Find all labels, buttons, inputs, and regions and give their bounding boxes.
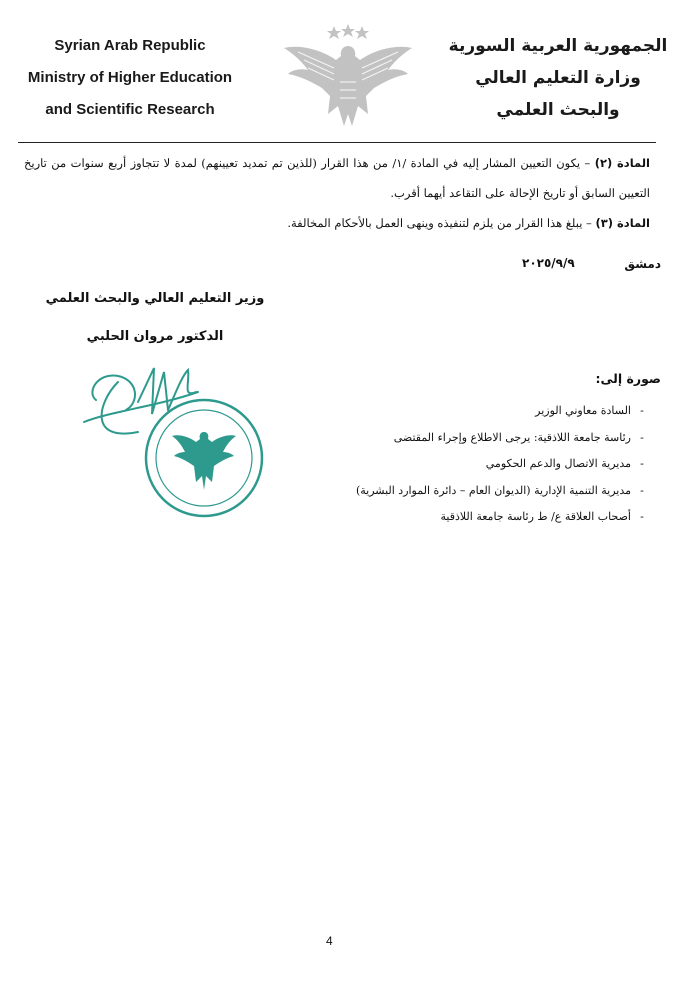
article-3 [24, 208, 650, 238]
document-date: ٢٠٢٥/٩/٩ [522, 256, 575, 270]
list-item: -مديرية الاتصال والدعم الحكومي [485, 457, 644, 470]
article-3-label: المادة (٣) [595, 216, 650, 230]
header-en-line-3: and Scientific Research [45, 101, 215, 118]
header-divider [18, 142, 656, 143]
article-2-label: المادة (٢) [594, 156, 650, 170]
minister-title: وزير التعليم العالي والبحث العلمي [45, 291, 265, 306]
page-number: 4 [326, 934, 333, 948]
cc-item-text: السادة معاوني الوزير [535, 404, 631, 417]
article-3-text: – يبلغ هذا القرار من يلزم لتنفيذه وينهى العمل بالأحكام المخالفة. [287, 216, 596, 230]
cc-list [233, 398, 653, 531]
list-item: -أصحاب العلاقة ع/ ط رئاسة جامعة اللاذقية [440, 510, 644, 523]
article-2-text: – يكون التعيين المشار إليه في المادة /١/ من هذا القرار (للذين تم تمديد تعيينهم) لمدة لا تتجاوز أربع سنوات من تاريخ التعيين السابق أو تاريخ الإحالة على التقاعد أيهما أقرب. [24, 156, 650, 200]
cc-item-text: أصحاب العلاقة ع/ ط رئاسة جامعة اللاذقية [440, 510, 631, 523]
cc-item-text: مديرية التنمية الإدارية (الديوان العام – دائرة الموارد البشرية) [355, 483, 631, 497]
header-en-line-1: Syrian Arab Republic [54, 37, 206, 54]
header-ar-line-1: الجمهورية العربية السورية [448, 36, 668, 56]
header-ar-line-3: والبحث العلمي [496, 100, 620, 120]
place-label: دمشق [624, 257, 661, 271]
minister-name: الدكتور مروان الحلبي [86, 329, 224, 344]
list-item: -مديرية التنمية الإدارية (الديوان العام – دائرة الموارد البشرية) [355, 483, 644, 497]
cc-item-text: رئاسة جامعة اللاذقية: يرجى الاطلاع وإجراء المقتضى [393, 430, 631, 444]
header-ar-line-2: وزارة التعليم العالي [475, 68, 641, 88]
article-2 [24, 148, 650, 208]
cc-item-text: مديرية الاتصال والدعم الحكومي [485, 457, 631, 470]
list-item: -السادة معاوني الوزير [535, 404, 644, 417]
cc-heading: صورة إلى: [595, 371, 661, 386]
header-en-line-2: Ministry of Higher Education [27, 69, 233, 86]
syrian-eagle-emblem-icon [278, 22, 418, 132]
list-item: -رئاسة جامعة اللاذقية: يرجى الاطلاع وإجراء المقتضى [393, 430, 644, 444]
